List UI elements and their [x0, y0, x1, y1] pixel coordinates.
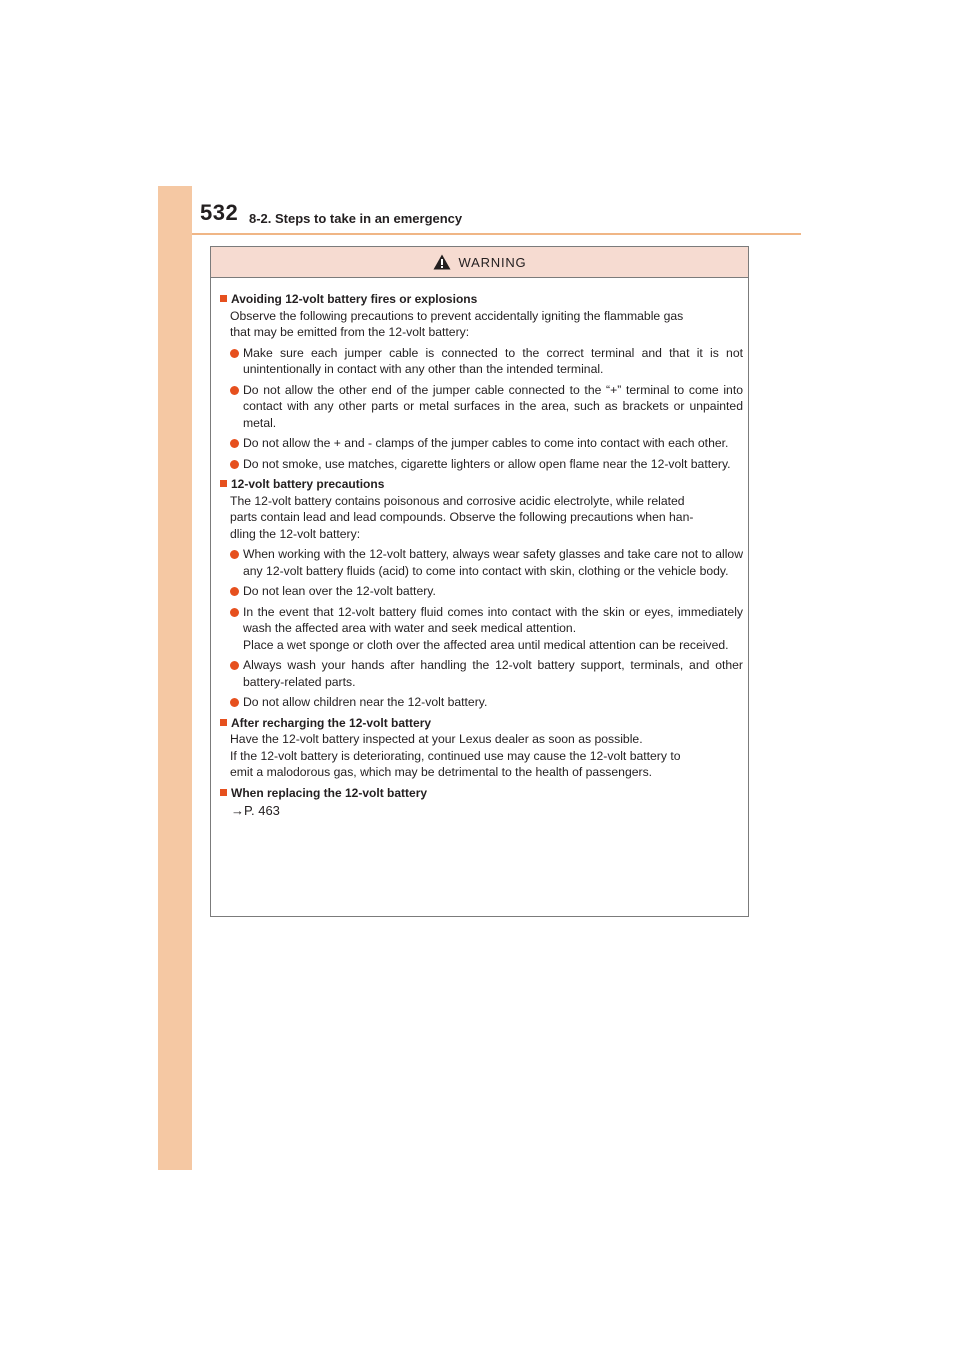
paragraph: The 12-volt battery contains poisonous and corrosive acidic electrolyte, while related parts contain lead and lead compounds. Observe the following precautions when han- dling the 12-volt battery:	[230, 493, 694, 541]
square-bullet-icon	[220, 719, 227, 726]
paragraph: Have the 12-volt battery inspected at your Lexus dealer as soon as possible. If the 12-volt battery is deteriorating, continued use may cause the 12-volt battery to emit a malodorous gas, which may be detrimental to the health of passengers.	[230, 732, 681, 779]
list-item: When working with the 12-volt battery, always wear safety glasses and take care not to allow any 12-volt battery fluids (acid) to come into contact with skin, clothing or the vehicle body.	[230, 546, 743, 579]
square-bullet-icon	[220, 295, 227, 302]
page-reference: →P. 463	[231, 803, 280, 818]
paragraph: Observe the following precautions to prevent accidentally igniting the flammable gas that may be emitted from the 12-volt battery:	[230, 308, 684, 339]
round-bullet-icon	[230, 661, 239, 670]
header-rule	[192, 233, 801, 235]
page-number: 532	[200, 200, 239, 225]
topic-heading: After recharging the 12-volt battery	[219, 715, 743, 732]
round-bullet-icon	[230, 460, 239, 469]
chapter-side-bar	[158, 186, 192, 1170]
warning-triangle-icon	[433, 254, 451, 270]
section-title: 8-2. Steps to take in an emergency	[249, 211, 463, 226]
list-item: In the event that 12-volt battery fluid comes into contact with the skin or eyes, immediately wash the affected area with water and seek medical attention. Place a wet sponge or cloth over the affected area until medical attention can be received.	[230, 604, 743, 654]
square-bullet-icon	[220, 480, 227, 487]
list-item: Do not allow the + and - clamps of the jumper cables to come into contact with each other.	[230, 435, 743, 452]
round-bullet-icon	[230, 386, 239, 395]
warning-box	[210, 246, 749, 917]
round-bullet-icon	[230, 349, 239, 358]
topic-heading: 12-volt battery precautions	[219, 476, 743, 493]
list-item: Do not smoke, use matches, cigarette lighters or allow open flame near the 12-volt battery.	[230, 456, 743, 473]
list-item: Do not lean over the 12-volt battery.	[230, 583, 743, 600]
warning-title: WARNING	[458, 254, 527, 270]
list-item: Always wash your hands after handling the 12-volt battery support, terminals, and other battery-related parts.	[230, 657, 743, 690]
topic-heading: Avoiding 12-volt battery fires or explosions	[219, 291, 743, 308]
topic-heading: When replacing the 12-volt battery	[219, 785, 743, 802]
round-bullet-icon	[230, 608, 239, 617]
round-bullet-icon	[230, 587, 239, 596]
square-bullet-icon	[220, 789, 227, 796]
round-bullet-icon	[230, 439, 239, 448]
warning-body	[211, 278, 748, 820]
warning-header	[211, 247, 748, 278]
round-bullet-icon	[230, 550, 239, 559]
round-bullet-icon	[230, 698, 239, 707]
list-item: Make sure each jumper cable is connected to the correct terminal and that it is not unintentionally in contact with any other than the intended terminal.	[230, 345, 743, 378]
list-item: Do not allow the other end of the jumper cable connected to the “+” terminal to come into contact with any other parts or metal surfaces in the area, such as brackets or unpainted metal.	[230, 382, 743, 432]
list-item: Do not allow children near the 12-volt battery.	[230, 694, 743, 711]
